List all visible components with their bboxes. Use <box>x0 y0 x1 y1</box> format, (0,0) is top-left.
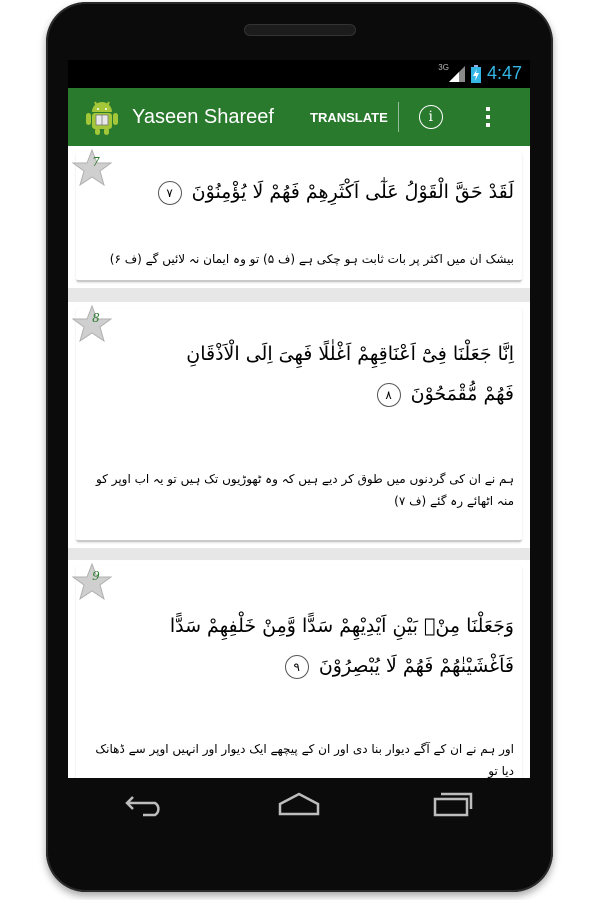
android-app-icon[interactable] <box>82 97 122 137</box>
signal-icon <box>449 66 465 82</box>
arabic-text: وَجَعَلْنَا مِنْۢ بَيْنِ اَيْدِيْهِمْ سَدًّا وَّمِنْ خَلْفِهِمْ سَدًّا فَاَغْشَيْنٰهُمْ فَهُمْ لَا يُبْصِرُوْنَ ٩ <box>169 615 514 677</box>
phone-frame <box>46 2 553 892</box>
back-icon <box>123 791 167 817</box>
clock: 4:47 <box>486 63 522 83</box>
urdu-translation: بیشک ان میں اکثر پر بات ثابت ہو چکی ہے (ف ۵) تو وہ ایمان نہ لائیں گے (ف ۶) <box>109 252 514 266</box>
speaker-grille <box>244 24 356 36</box>
back-button[interactable] <box>110 784 180 824</box>
urdu-translation: اور ہم نے ان کے آگے دیوار بنا دی اور ان کے پیچھے ایک دیوار اور انہیں اوپر سے ڈھانک دیا تو <box>95 742 514 778</box>
urdu-translation: ہم نے ان کی گردنوں میں طوق کر دیے ہیں کہ وہ ٹھوڑیوں تک ہیں تو یہ اب اوپر کو منہ اٹھائے رہ گئے (ف ۷) <box>95 472 514 508</box>
ayah-marker: ٨ <box>377 383 401 407</box>
navigation-bar <box>68 778 530 830</box>
recent-apps-button[interactable] <box>418 784 488 824</box>
verse-card[interactable] <box>68 146 530 288</box>
info-button[interactable] <box>399 88 463 146</box>
verse-list[interactable] <box>68 146 530 778</box>
overflow-menu-icon[interactable] <box>463 88 513 146</box>
home-icon <box>276 791 322 817</box>
battery-icon <box>471 65 481 83</box>
action-bar <box>68 88 530 146</box>
translate-button[interactable]: TRANSLATE <box>310 109 388 125</box>
verse-number: 9 <box>92 569 100 583</box>
app-title: Yaseen Shareef <box>132 105 274 128</box>
ayah-marker: ٩ <box>285 655 309 679</box>
verse-card[interactable] <box>68 302 530 548</box>
verse-number: 7 <box>92 155 100 169</box>
verse-number: 8 <box>92 311 100 325</box>
screen <box>68 60 530 778</box>
ayah-marker: ٧ <box>158 181 182 205</box>
recent-apps-icon <box>431 791 475 817</box>
arabic-text: اِنَّا جَعَلْنَا فِىْٓ اَعْنَاقِهِمْ اَغْلٰلًا فَهِىَ اِلَى الْاَذْقَانِ فَهُمْ مُّقْمَحُوْنَ ٨ <box>186 343 514 405</box>
info-icon: i <box>419 105 443 129</box>
network-type: 3G <box>438 63 449 72</box>
arabic-text: لَقَدْ حَقَّ الْقَوْلُ عَلٰٓى اَكْثَرِهِمْ فَهُمْ لَا يُؤْمِنُوْنَ ٧ <box>134 172 514 212</box>
status-bar <box>68 60 530 88</box>
verse-card[interactable] <box>68 560 530 778</box>
home-button[interactable] <box>264 784 334 824</box>
